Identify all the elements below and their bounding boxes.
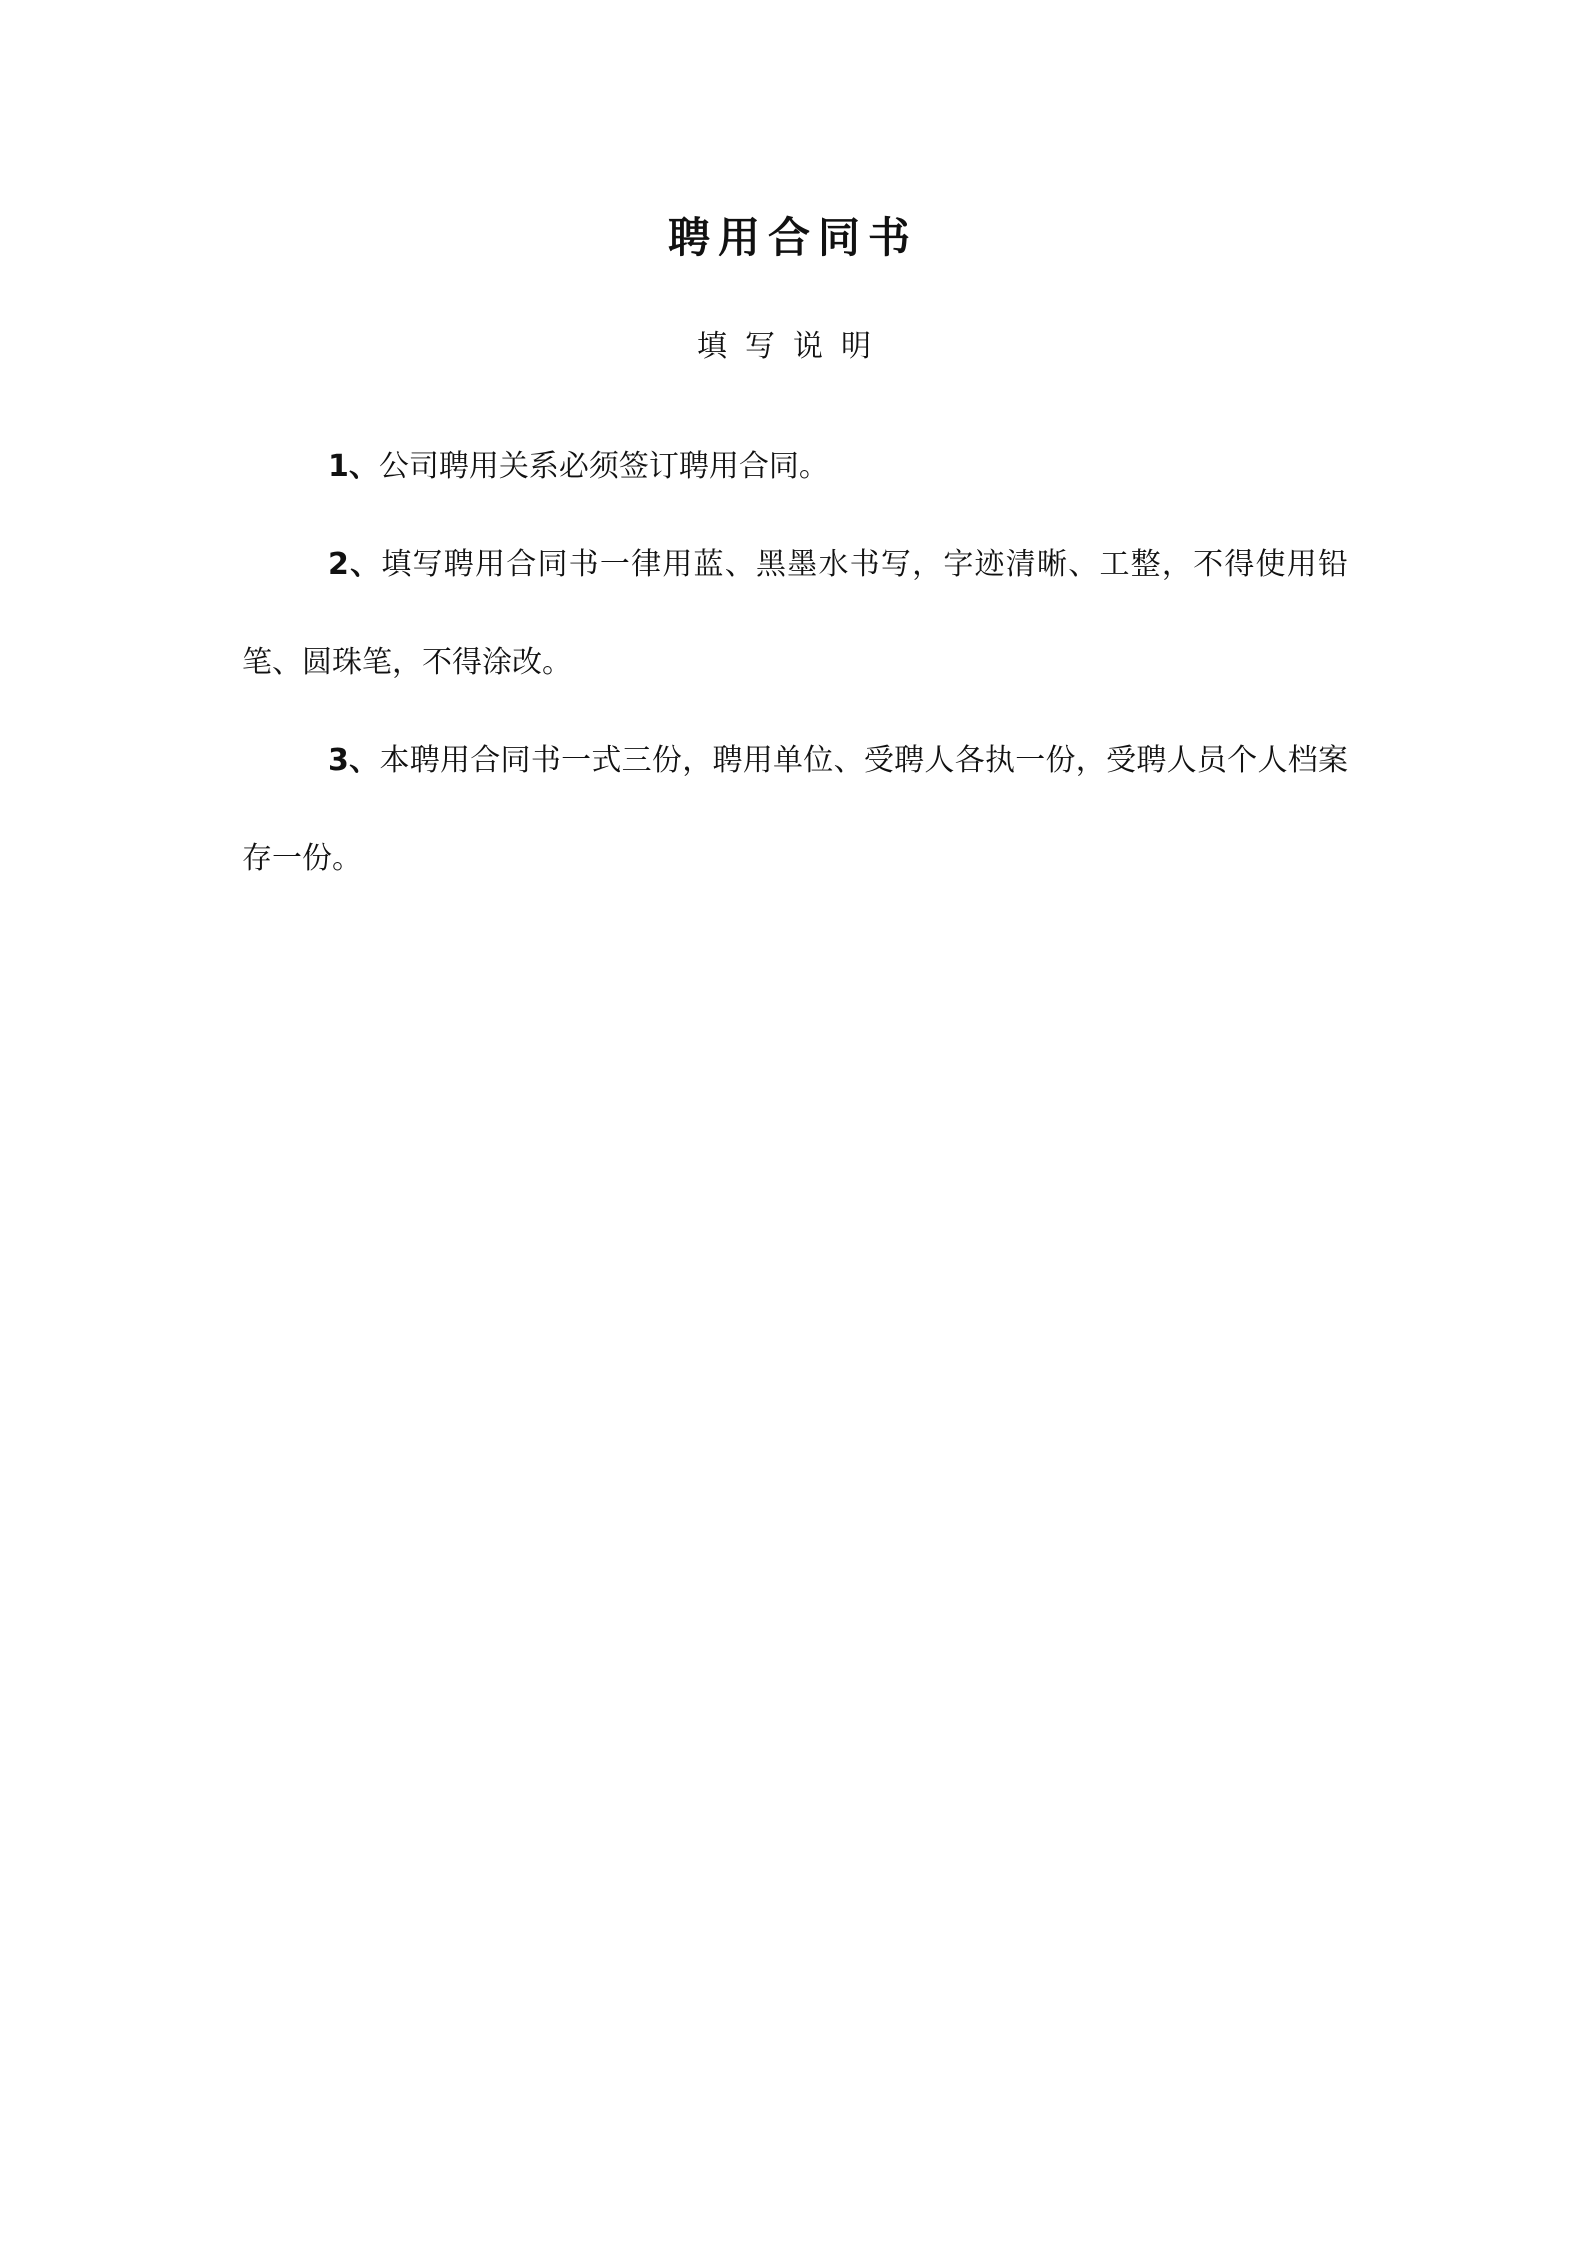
- document-title: 聘用合同书: [667, 213, 918, 262]
- instructions-list: [242, 418, 1348, 908]
- instruction-number: 1、: [328, 449, 379, 484]
- instruction-text: 公司聘用关系必须签订聘用合同。: [378, 449, 829, 484]
- instruction-item-1: [242, 418, 1348, 516]
- instruction-text: 填写聘用合同书一律用蓝、黑墨水书写，字迹清晰、工整，不得使用铅笔、圆珠笔，不得涂改。: [242, 547, 1349, 680]
- instruction-number: 2、: [328, 547, 382, 582]
- instruction-text: 本聘用合同书一式三份，聘用单位、受聘人各执一份，受聘人员个人档案存一份。: [242, 743, 1349, 876]
- instructions-heading: 填写说明: [697, 329, 889, 364]
- instruction-item-3: [242, 712, 1348, 908]
- instruction-number: 3、: [328, 743, 380, 778]
- instruction-item-2: [242, 516, 1348, 712]
